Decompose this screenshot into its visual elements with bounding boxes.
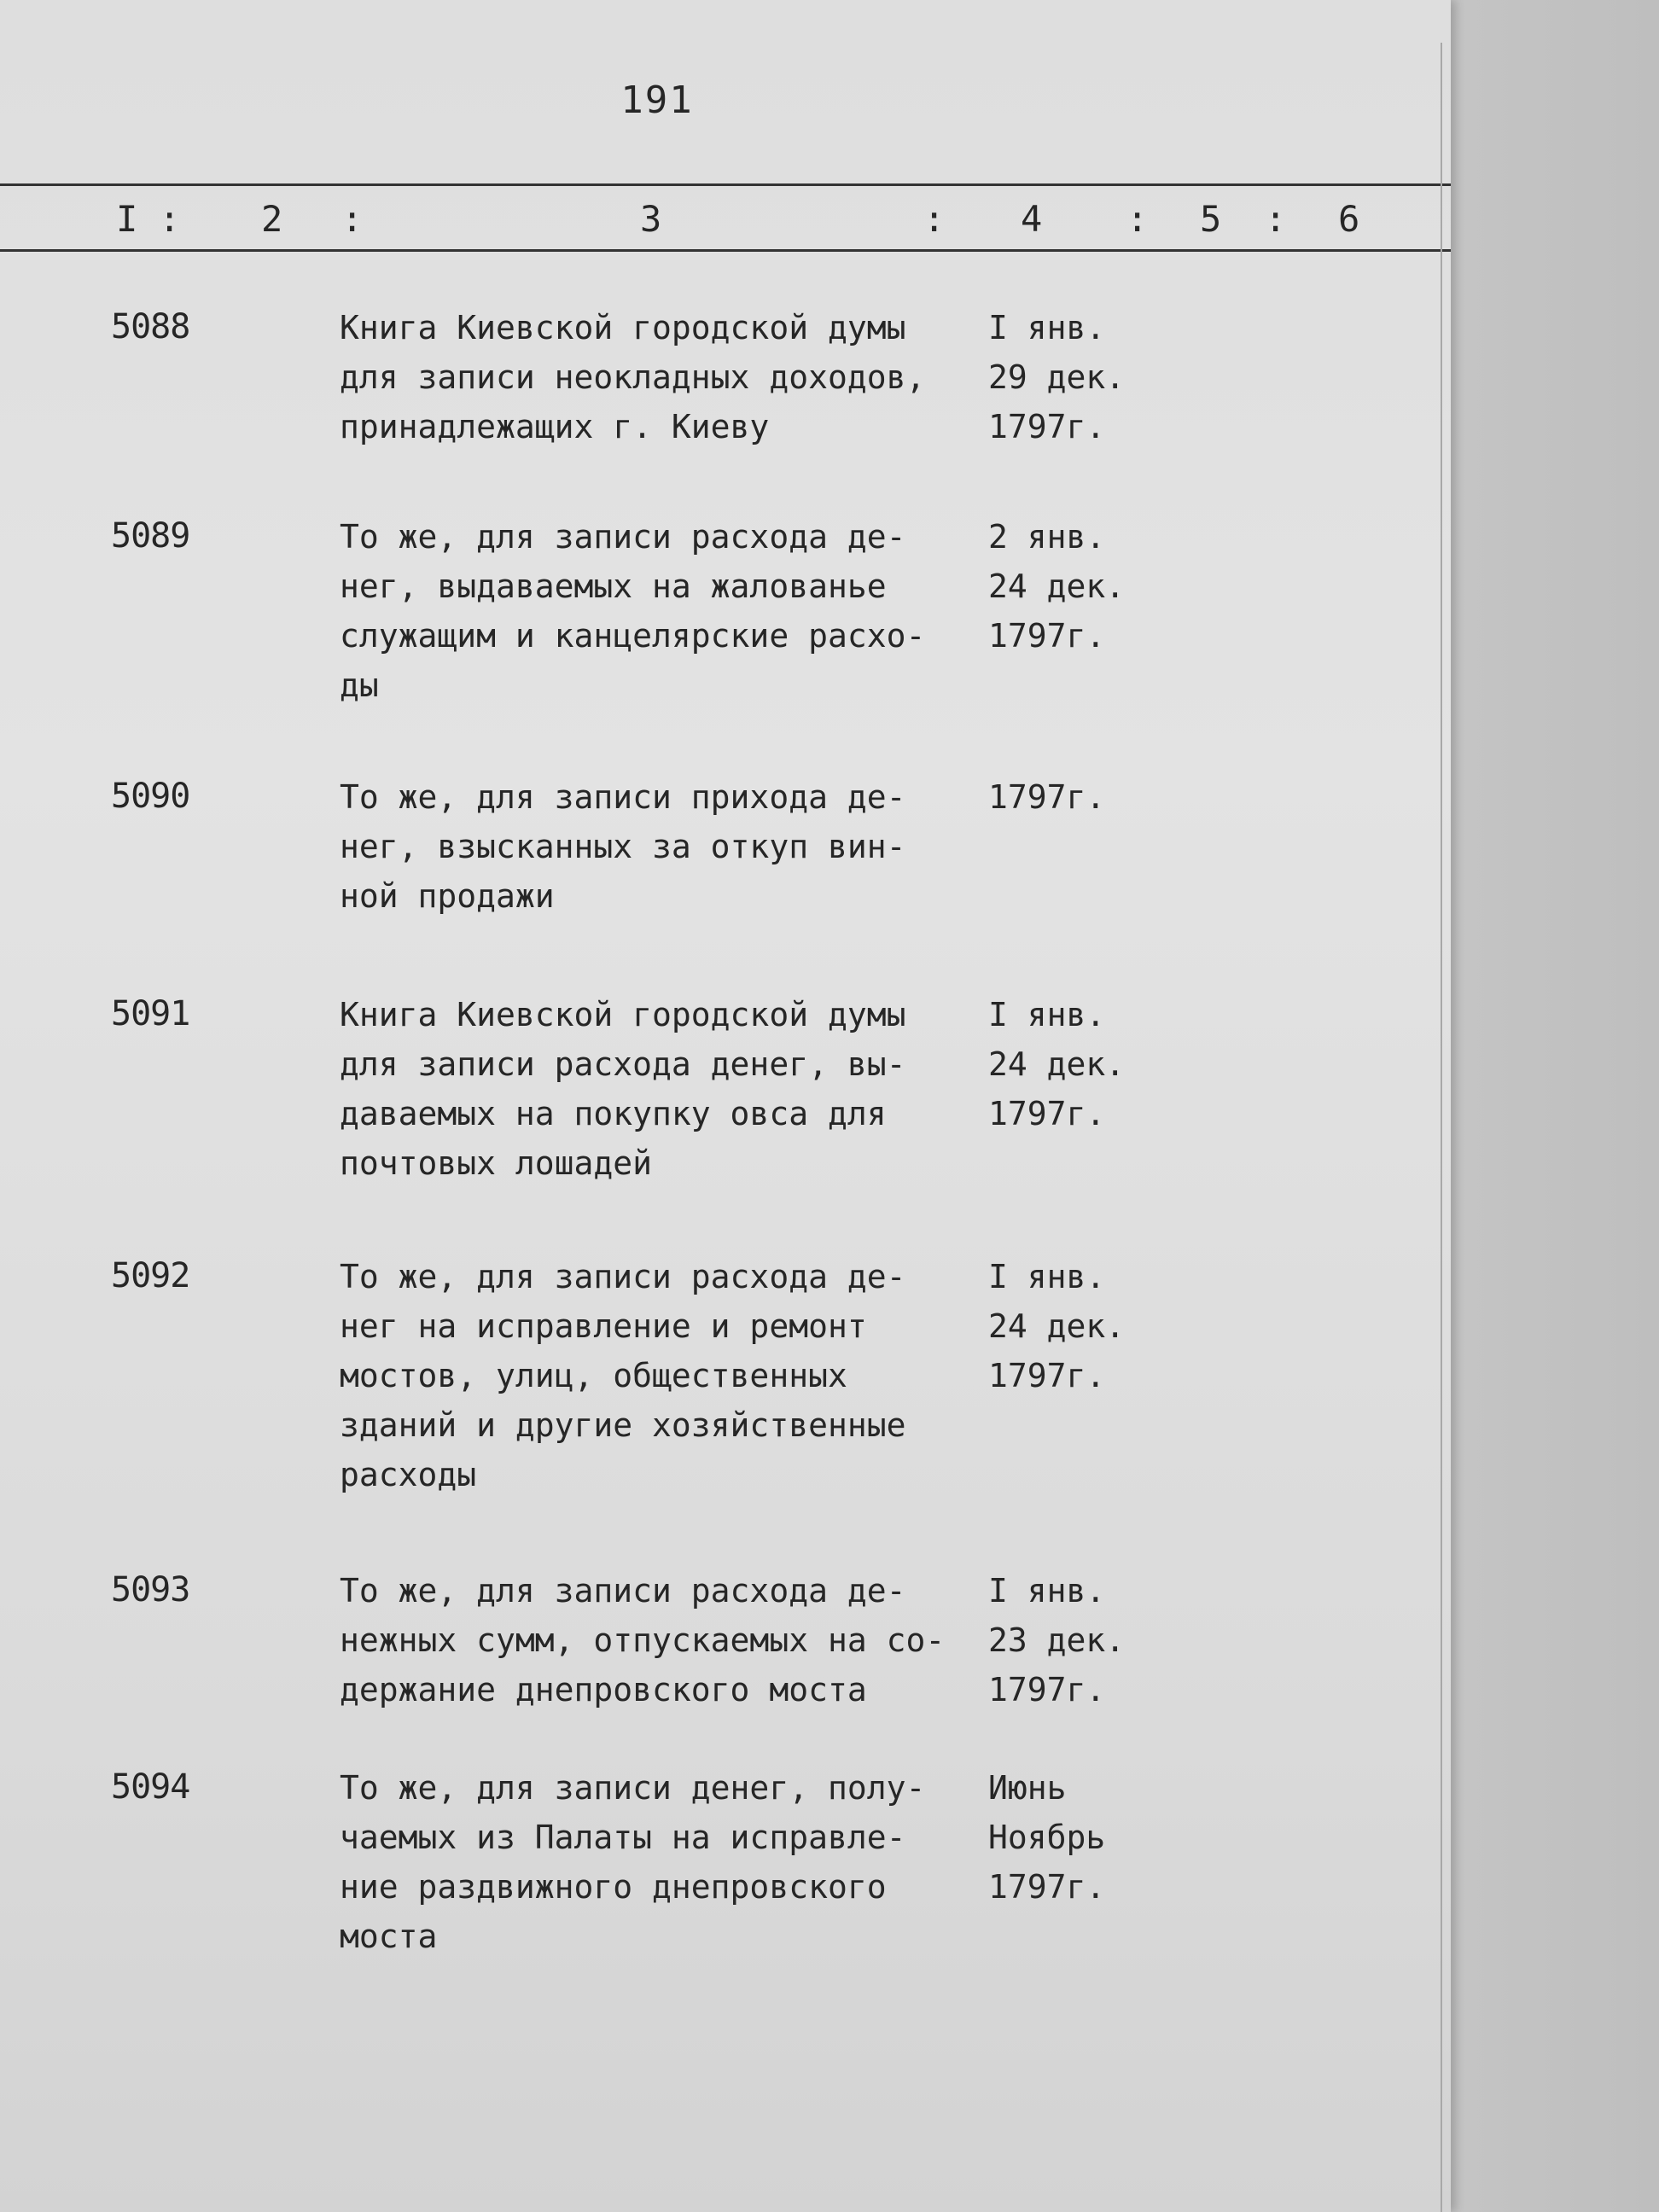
entry-title bbox=[340, 303, 988, 451]
date-line: I янв. bbox=[988, 996, 1106, 1033]
column-separator: : bbox=[159, 198, 181, 240]
entry-dates bbox=[988, 1252, 1125, 1400]
column-header: 6 bbox=[1338, 198, 1360, 240]
title-line: чаемых из Палаты на исправле- bbox=[340, 1819, 906, 1856]
title-line: нег на исправление и ремонт bbox=[340, 1307, 867, 1345]
title-line: для записи расхода денег, вы- bbox=[340, 1045, 906, 1083]
date-line: 1797г. bbox=[988, 408, 1106, 445]
date-line: 24 дек. bbox=[988, 568, 1126, 605]
entry-title bbox=[340, 990, 988, 1188]
column-separator: : bbox=[923, 198, 946, 240]
entry-dates bbox=[988, 1763, 1105, 1912]
title-line: моста bbox=[340, 1918, 438, 1955]
header-bottom-rule bbox=[0, 249, 1451, 252]
date-line: I янв. bbox=[988, 1572, 1106, 1610]
title-line: То же, для записи расхода де- bbox=[340, 518, 906, 556]
title-line: То же, для записи расхода де- bbox=[340, 1258, 906, 1295]
date-line: 29 дек. bbox=[988, 358, 1126, 396]
entry-number: 5089 bbox=[111, 516, 190, 556]
header-top-rule bbox=[0, 183, 1451, 186]
title-line: ды bbox=[340, 667, 379, 704]
title-line: нежных сумм, отпускаемых на со- bbox=[340, 1621, 946, 1659]
entry-number: 5090 bbox=[111, 777, 190, 816]
title-line: служащим и канцелярские расхо- bbox=[340, 617, 926, 655]
paper-edge-shadow bbox=[1441, 43, 1442, 2212]
title-line: нег, взысканных за откуп вин- bbox=[340, 828, 906, 865]
date-line: 24 дек. bbox=[988, 1307, 1126, 1345]
date-line: 1797г. bbox=[988, 1357, 1106, 1394]
title-line: для записи неокладных доходов, bbox=[340, 358, 926, 396]
page-number: 191 bbox=[620, 79, 694, 122]
date-line: 23 дек. bbox=[988, 1621, 1126, 1659]
entry-number: 5092 bbox=[111, 1256, 190, 1295]
date-line: 1797г. bbox=[988, 1095, 1106, 1132]
date-line: Ноябрь bbox=[988, 1819, 1106, 1856]
entry-number: 5088 bbox=[111, 307, 190, 346]
column-separator: : bbox=[1265, 198, 1287, 240]
entry-title bbox=[340, 1566, 988, 1714]
title-line: Книга Киевской городской думы bbox=[340, 996, 906, 1033]
date-line: 2 янв. bbox=[988, 518, 1106, 556]
entry-title bbox=[340, 1252, 988, 1499]
column-header: 3 bbox=[640, 198, 662, 240]
title-line: мостов, улиц, общественных bbox=[340, 1357, 847, 1394]
column-header: 5 bbox=[1200, 198, 1222, 240]
column-separator: : bbox=[341, 198, 364, 240]
title-line: расходы bbox=[340, 1456, 477, 1493]
date-line: 1797г. bbox=[988, 778, 1106, 816]
entry-number: 5091 bbox=[111, 994, 190, 1033]
column-header: I bbox=[116, 198, 138, 240]
title-line: ной продажи bbox=[340, 877, 555, 915]
date-line: I янв. bbox=[988, 309, 1106, 346]
title-line: ние раздвижного днепровского bbox=[340, 1868, 887, 1906]
entry-dates bbox=[988, 772, 1105, 822]
title-line: То же, для записи расхода де- bbox=[340, 1572, 906, 1610]
date-line: Июнь bbox=[988, 1769, 1067, 1807]
title-line: держание днепровского моста bbox=[340, 1671, 867, 1708]
date-line: 1797г. bbox=[988, 1671, 1106, 1708]
entry-title bbox=[340, 512, 988, 710]
title-line: даваемых на покупку овса для bbox=[340, 1095, 887, 1132]
entry-number: 5094 bbox=[111, 1767, 190, 1807]
column-separator: : bbox=[1126, 198, 1149, 240]
entry-dates bbox=[988, 1566, 1125, 1714]
date-line: 1797г. bbox=[988, 1868, 1106, 1906]
title-line: зданий и другие хозяйственные bbox=[340, 1406, 906, 1444]
title-line: принадлежащих г. Киеву bbox=[340, 408, 770, 445]
date-line: 1797г. bbox=[988, 617, 1106, 655]
column-header: 2 bbox=[261, 198, 283, 240]
column-header: 4 bbox=[1021, 198, 1043, 240]
title-line: То же, для записи прихода де- bbox=[340, 778, 906, 816]
entry-title bbox=[340, 772, 988, 921]
title-line: Книга Киевской городской думы bbox=[340, 309, 906, 346]
entry-dates bbox=[988, 990, 1125, 1138]
entry-number: 5093 bbox=[111, 1570, 190, 1610]
entry-dates bbox=[988, 512, 1125, 661]
title-line: почтовых лошадей bbox=[340, 1144, 653, 1182]
entry-title bbox=[340, 1763, 988, 1961]
entry-dates bbox=[988, 303, 1125, 451]
title-line: нег, выдаваемых на жалованье bbox=[340, 568, 887, 605]
title-line: То же, для записи денег, полу- bbox=[340, 1769, 926, 1807]
date-line: I янв. bbox=[988, 1258, 1106, 1295]
date-line: 24 дек. bbox=[988, 1045, 1126, 1083]
